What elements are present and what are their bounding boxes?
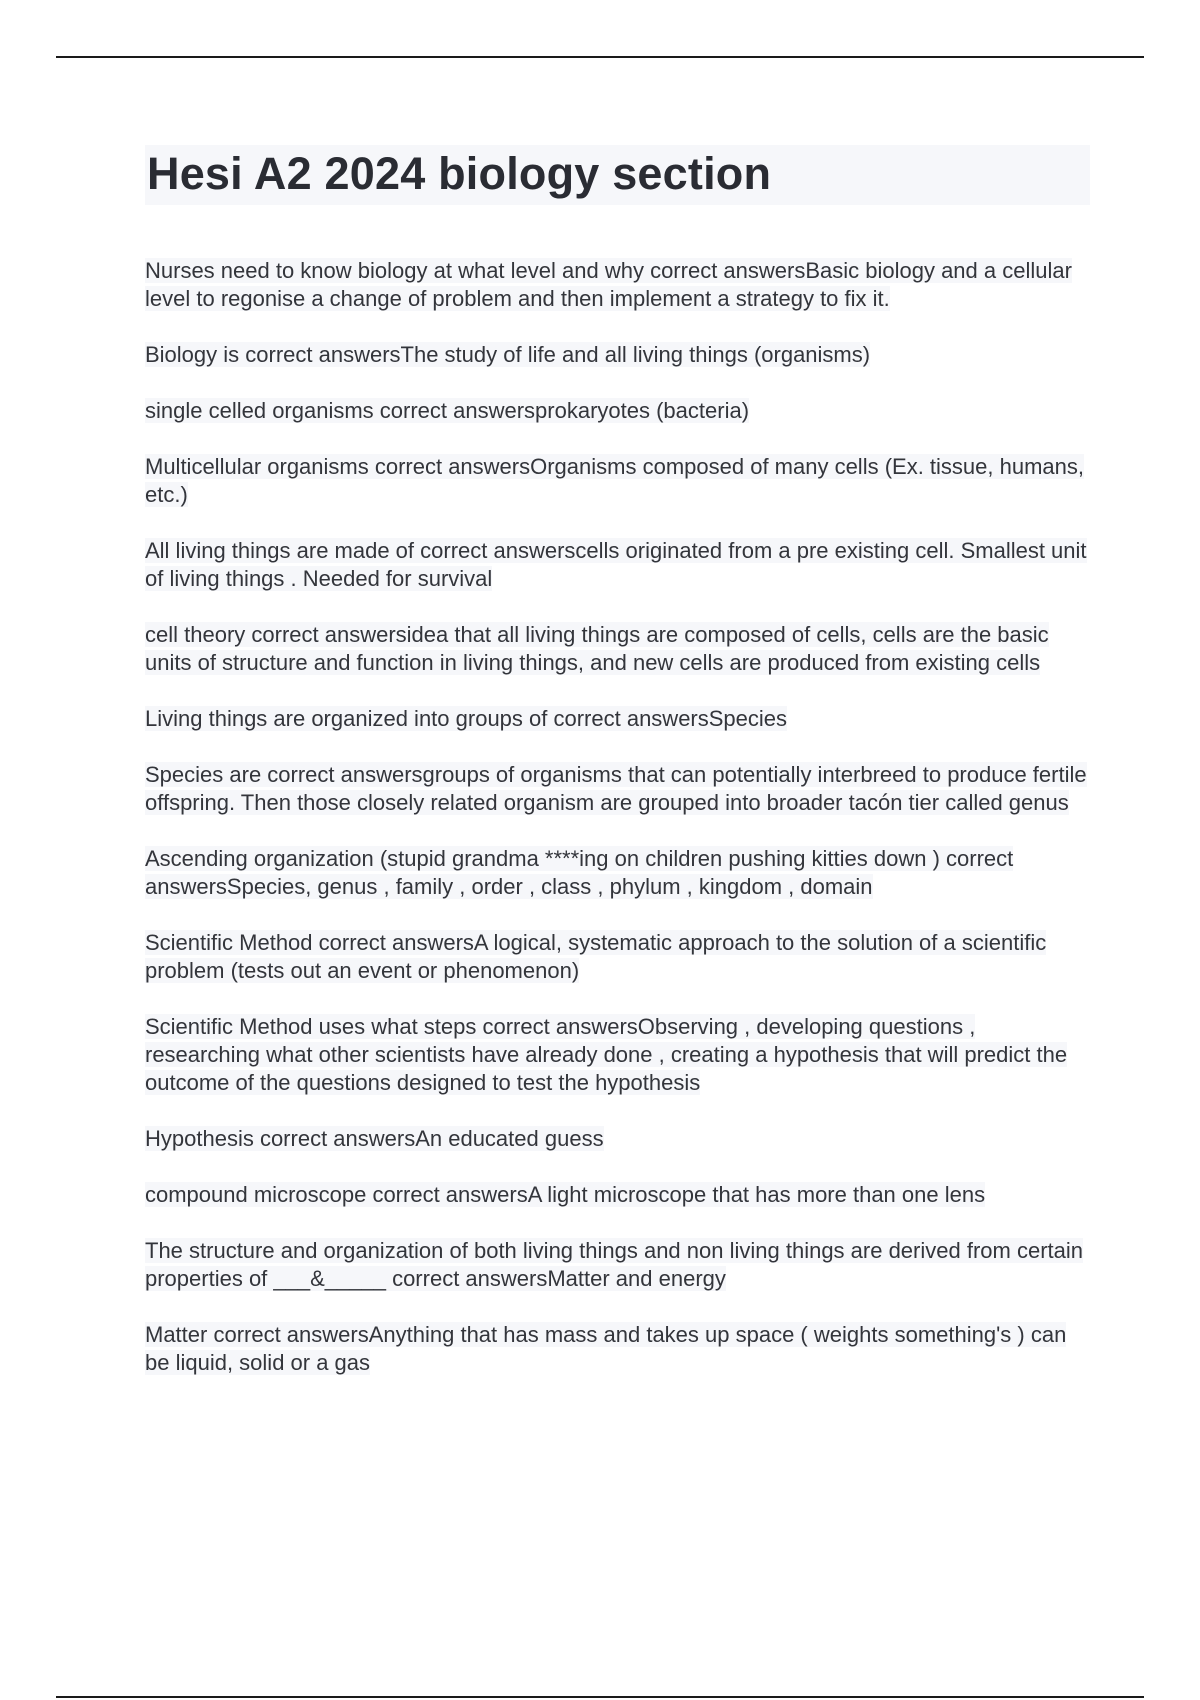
qa-entry [145,453,1090,509]
qa-entry-text: The structure and organization of both living things and non living things are derived from certain properties of ___&_____ correct answersMatter and energy [145,1238,1083,1291]
qa-entry-text: cell theory correct answersidea that all living things are composed of cells, cells are the basic units of structure and function in living things, and new cells are produced from existing cells [145,622,1049,675]
qa-entry [145,1237,1090,1293]
bottom-divider [56,1696,1144,1698]
qa-entry [145,1013,1090,1097]
qa-entry-text: All living things are made of correct answerscells originated from a pre existing cell. Smallest unit of living things . Needed for survival [145,538,1087,591]
qa-entry [145,761,1090,817]
qa-entry [145,397,1090,425]
qa-entry-text: Matter correct answersAnything that has mass and takes up space ( weights something's ) can be liquid, solid or a gas [145,1322,1067,1375]
top-divider [56,56,1144,58]
qa-entry [145,621,1090,677]
qa-entry-text: Living things are organized into groups of correct answersSpecies [145,706,788,731]
qa-entry-text: Ascending organization (stupid grandma ****ing on children pushing kitties down ) correct answersSpecies, genus , family , order , class , phylum , kingdom , domain [145,846,1014,899]
qa-entry-text: Multicellular organisms correct answersOrganisms composed of many cells (Ex. tissue, humans, etc.) [145,454,1084,507]
qa-entry [145,1181,1090,1209]
qa-entry-text: single celled organisms correct answersprokaryotes (bacteria) [145,398,750,423]
qa-list [145,257,1090,1377]
qa-entry-text: Species are correct answersgroups of organisms that can potentially interbreed to produce fertile offspring. Then those closely related organism are grouped into broader tacón tier called genus [145,762,1087,815]
document-body [145,145,1090,1405]
qa-entry-text: Scientific Method correct answersA logical, systematic approach to the solution of a scientific problem (tests out an event or phenomenon) [145,930,1047,983]
qa-entry-text: compound microscope correct answersA light microscope that has more than one lens [145,1182,986,1207]
document-title: Hesi A2 2024 biology section [145,145,1090,205]
qa-entry [145,341,1090,369]
qa-entry [145,929,1090,985]
qa-entry [145,1321,1090,1377]
qa-entry [145,705,1090,733]
qa-entry [145,1125,1090,1153]
qa-entry [145,845,1090,901]
qa-entry [145,537,1090,593]
qa-entry-text: Nurses need to know biology at what level and why correct answersBasic biology and a cellular level to regonise a change of problem and then implement a strategy to fix it. [145,258,1072,311]
qa-entry-text: Scientific Method uses what steps correct answersObserving , developing questions , researching what other scientists have already done , creating a hypothesis that will predict the outcome of the questions designed to test the hypothesis [145,1014,1068,1095]
qa-entry-text: Biology is correct answersThe study of life and all living things (organisms) [145,342,871,367]
qa-entry [145,257,1090,313]
qa-entry-text: Hypothesis correct answersAn educated guess [145,1126,604,1151]
